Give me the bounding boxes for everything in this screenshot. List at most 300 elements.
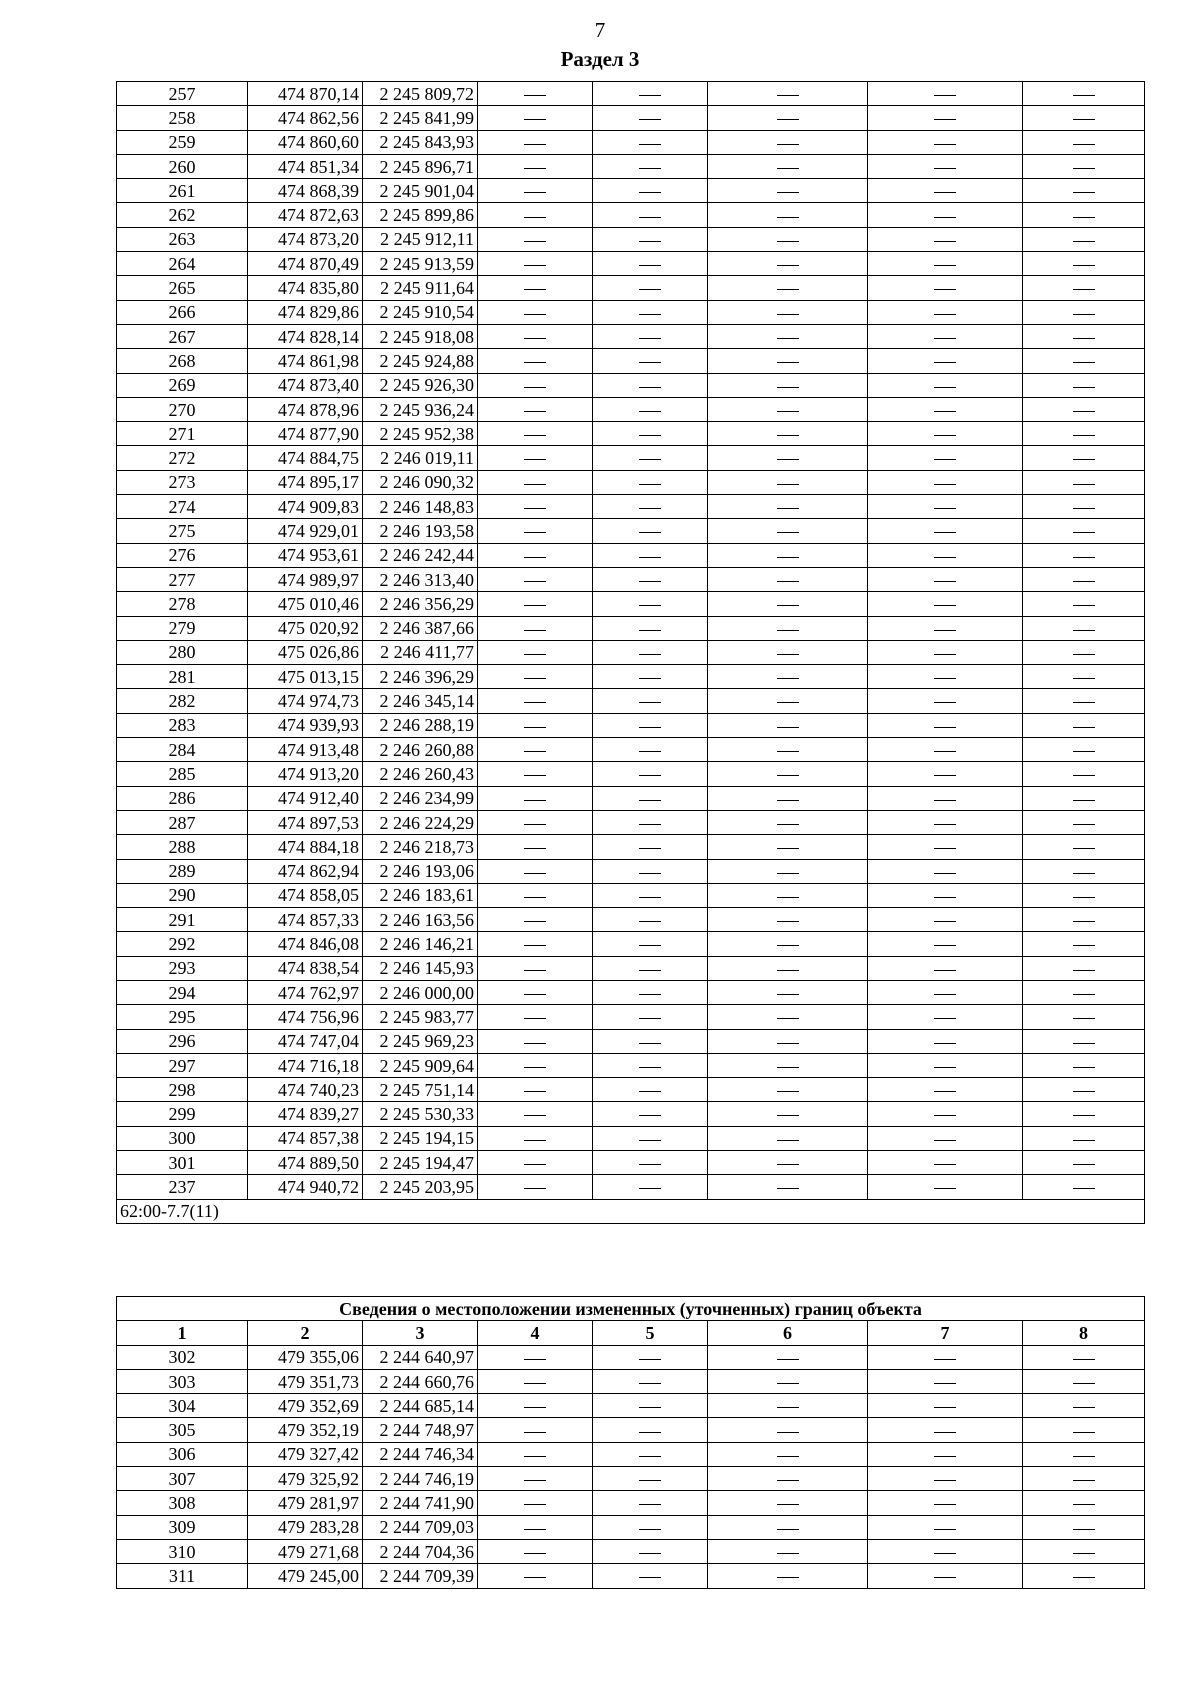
empty-value-cell	[593, 1491, 708, 1515]
x-coordinate-cell: 474 873,40	[248, 373, 363, 397]
y-coordinate-cell: 2 246 218,73	[363, 835, 478, 859]
dash-mark	[524, 1383, 546, 1384]
empty-value-cell	[478, 1029, 593, 1053]
dash-mark	[777, 1067, 799, 1068]
point-number-cell: 307	[117, 1467, 248, 1491]
point-number-cell: 277	[117, 567, 248, 591]
x-coordinate-cell: 474 851,34	[248, 154, 363, 178]
empty-value-cell	[708, 1418, 868, 1442]
dash-mark	[934, 144, 956, 145]
empty-value-cell	[1023, 1102, 1145, 1126]
dash-mark	[524, 945, 546, 946]
empty-value-cell	[708, 956, 868, 980]
x-coordinate-cell: 474 939,93	[248, 713, 363, 737]
dash-mark	[934, 338, 956, 339]
x-coordinate-cell: 474 953,61	[248, 543, 363, 567]
table-row	[117, 908, 1145, 932]
empty-value-cell	[708, 349, 868, 373]
dash-mark	[1073, 1043, 1095, 1044]
point-number-cell: 262	[117, 203, 248, 227]
table-row	[117, 713, 1145, 737]
empty-value-cell	[593, 1418, 708, 1442]
empty-value-cell	[708, 1369, 868, 1393]
dash-mark	[934, 362, 956, 363]
empty-value-cell	[478, 567, 593, 591]
dash-mark	[1073, 921, 1095, 922]
dash-mark	[639, 314, 661, 315]
empty-value-cell	[868, 1126, 1023, 1150]
empty-value-cell	[708, 713, 868, 737]
empty-value-cell	[593, 738, 708, 762]
table-row	[117, 1539, 1145, 1563]
y-coordinate-cell: 2 245 751,14	[363, 1078, 478, 1102]
empty-value-cell	[868, 203, 1023, 227]
empty-value-cell	[708, 616, 868, 640]
x-coordinate-cell: 474 716,18	[248, 1053, 363, 1077]
y-coordinate-cell: 2 245 983,77	[363, 1005, 478, 1029]
dash-mark	[639, 1383, 661, 1384]
empty-value-cell	[478, 179, 593, 203]
dash-mark	[777, 338, 799, 339]
dash-mark	[639, 435, 661, 436]
dash-mark	[524, 873, 546, 874]
empty-value-cell	[593, 1442, 708, 1466]
dash-mark	[524, 1115, 546, 1116]
empty-value-cell	[708, 324, 868, 348]
empty-value-cell	[478, 665, 593, 689]
y-coordinate-cell: 2 244 746,19	[363, 1467, 478, 1491]
empty-value-cell	[868, 1564, 1023, 1588]
point-number-cell: 290	[117, 883, 248, 907]
column-header-row	[117, 1321, 1145, 1345]
dash-mark	[524, 168, 546, 169]
empty-value-cell	[708, 203, 868, 227]
y-coordinate-cell: 2 246 193,06	[363, 859, 478, 883]
empty-value-cell	[1023, 786, 1145, 810]
empty-value-cell	[708, 1539, 868, 1563]
dash-mark	[934, 508, 956, 509]
empty-value-cell	[1023, 810, 1145, 834]
dash-mark	[1073, 1577, 1095, 1578]
empty-value-cell	[593, 835, 708, 859]
dash-mark	[934, 1432, 956, 1433]
empty-value-cell	[478, 349, 593, 373]
table-row	[117, 1126, 1145, 1150]
table-row	[117, 1005, 1145, 1029]
empty-value-cell	[593, 397, 708, 421]
dash-mark	[524, 338, 546, 339]
y-coordinate-cell: 2 244 660,76	[363, 1369, 478, 1393]
dash-mark	[777, 362, 799, 363]
dash-mark	[639, 1115, 661, 1116]
dash-mark	[934, 775, 956, 776]
x-coordinate-cell: 474 828,14	[248, 324, 363, 348]
point-number-cell: 270	[117, 397, 248, 421]
dash-mark	[639, 824, 661, 825]
empty-value-cell	[868, 1515, 1023, 1539]
dash-mark	[524, 192, 546, 193]
empty-value-cell	[1023, 106, 1145, 130]
dash-mark	[524, 1480, 546, 1481]
dash-mark	[639, 1018, 661, 1019]
table-row	[117, 1515, 1145, 1539]
empty-value-cell	[1023, 616, 1145, 640]
table-row	[117, 1078, 1145, 1102]
empty-value-cell	[478, 1491, 593, 1515]
dash-mark	[934, 411, 956, 412]
table-row	[117, 640, 1145, 664]
empty-value-cell	[708, 1175, 868, 1199]
empty-value-cell	[478, 422, 593, 446]
dash-mark	[639, 1043, 661, 1044]
dash-mark	[777, 994, 799, 995]
empty-value-cell	[868, 762, 1023, 786]
dash-mark	[934, 532, 956, 533]
empty-value-cell	[1023, 665, 1145, 689]
empty-value-cell	[868, 616, 1023, 640]
table-row	[117, 82, 1145, 106]
point-number-cell: 292	[117, 932, 248, 956]
x-coordinate-cell: 474 884,75	[248, 446, 363, 470]
dash-mark	[934, 970, 956, 971]
empty-value-cell	[593, 616, 708, 640]
empty-value-cell	[708, 1467, 868, 1491]
dash-mark	[524, 775, 546, 776]
table-row	[117, 1175, 1145, 1199]
dash-mark	[639, 338, 661, 339]
dash-mark	[524, 1091, 546, 1092]
empty-value-cell	[708, 567, 868, 591]
y-coordinate-cell: 2 245 912,11	[363, 227, 478, 251]
empty-value-cell	[593, 1467, 708, 1491]
empty-value-cell	[478, 738, 593, 762]
dash-mark	[524, 1504, 546, 1505]
x-coordinate-cell: 474 858,05	[248, 883, 363, 907]
empty-value-cell	[868, 179, 1023, 203]
y-coordinate-cell: 2 246 000,00	[363, 980, 478, 1004]
dash-mark	[934, 994, 956, 995]
table-row	[117, 762, 1145, 786]
dash-mark	[639, 1407, 661, 1408]
dash-mark	[524, 95, 546, 96]
dash-mark	[639, 1067, 661, 1068]
empty-value-cell	[868, 567, 1023, 591]
empty-value-cell	[593, 470, 708, 494]
empty-value-cell	[478, 1467, 593, 1491]
dash-mark	[934, 265, 956, 266]
empty-value-cell	[868, 1491, 1023, 1515]
empty-value-cell	[593, 300, 708, 324]
dash-mark	[934, 1018, 956, 1019]
y-coordinate-cell: 2 245 899,86	[363, 203, 478, 227]
y-coordinate-cell: 2 244 640,97	[363, 1345, 478, 1369]
table-row	[117, 592, 1145, 616]
dash-mark	[639, 289, 661, 290]
dash-mark	[934, 1577, 956, 1578]
dash-mark	[524, 702, 546, 703]
x-coordinate-cell: 479 327,42	[248, 1442, 363, 1466]
dash-mark	[524, 1067, 546, 1068]
x-coordinate-cell: 479 351,73	[248, 1369, 363, 1393]
dash-mark	[1073, 848, 1095, 849]
empty-value-cell	[708, 106, 868, 130]
empty-value-cell	[593, 665, 708, 689]
empty-value-cell	[868, 908, 1023, 932]
empty-value-cell	[868, 932, 1023, 956]
point-number-cell: 263	[117, 227, 248, 251]
empty-value-cell	[593, 1053, 708, 1077]
dash-mark	[934, 314, 956, 315]
dash-mark	[524, 605, 546, 606]
empty-value-cell	[593, 762, 708, 786]
column-header: 6	[708, 1321, 868, 1345]
table-row	[117, 859, 1145, 883]
point-number-cell: 310	[117, 1539, 248, 1563]
x-coordinate-cell: 474 897,53	[248, 810, 363, 834]
empty-value-cell	[478, 980, 593, 1004]
y-coordinate-cell: 2 245 909,64	[363, 1053, 478, 1077]
empty-value-cell	[1023, 1078, 1145, 1102]
dash-mark	[777, 144, 799, 145]
empty-value-cell	[478, 616, 593, 640]
empty-value-cell	[593, 1175, 708, 1199]
table-row	[117, 300, 1145, 324]
empty-value-cell	[708, 835, 868, 859]
y-coordinate-cell: 2 245 924,88	[363, 349, 478, 373]
empty-value-cell	[708, 980, 868, 1004]
empty-value-cell	[708, 1053, 868, 1077]
empty-value-cell	[593, 1078, 708, 1102]
dash-mark	[1073, 1018, 1095, 1019]
dash-mark	[1073, 1188, 1095, 1189]
empty-value-cell	[478, 373, 593, 397]
dash-mark	[777, 411, 799, 412]
point-number-cell: 289	[117, 859, 248, 883]
dash-mark	[524, 727, 546, 728]
empty-value-cell	[1023, 835, 1145, 859]
dash-mark	[639, 484, 661, 485]
empty-value-cell	[868, 689, 1023, 713]
empty-value-cell	[868, 300, 1023, 324]
empty-value-cell	[868, 640, 1023, 664]
dash-mark	[777, 1018, 799, 1019]
dash-mark	[524, 484, 546, 485]
dash-mark	[639, 1164, 661, 1165]
table-row	[117, 665, 1145, 689]
empty-value-cell	[708, 422, 868, 446]
x-coordinate-cell: 474 878,96	[248, 397, 363, 421]
dash-mark	[777, 1140, 799, 1141]
point-number-cell: 259	[117, 130, 248, 154]
dash-mark	[934, 484, 956, 485]
y-coordinate-cell: 2 245 901,04	[363, 179, 478, 203]
x-coordinate-cell: 479 352,19	[248, 1418, 363, 1442]
dash-mark	[1073, 192, 1095, 193]
table-row	[117, 689, 1145, 713]
dash-mark	[524, 1018, 546, 1019]
dash-mark	[524, 314, 546, 315]
dash-mark	[639, 1553, 661, 1554]
empty-value-cell	[708, 592, 868, 616]
x-coordinate-cell: 474 762,97	[248, 980, 363, 1004]
dash-mark	[777, 897, 799, 898]
x-coordinate-cell: 474 909,83	[248, 495, 363, 519]
empty-value-cell	[593, 1345, 708, 1369]
dash-mark	[777, 265, 799, 266]
empty-value-cell	[1023, 1564, 1145, 1588]
point-number-cell: 304	[117, 1394, 248, 1418]
empty-value-cell	[1023, 1539, 1145, 1563]
dash-mark	[524, 800, 546, 801]
dash-mark	[639, 605, 661, 606]
x-coordinate-cell: 479 271,68	[248, 1539, 363, 1563]
dash-mark	[1073, 411, 1095, 412]
dash-mark	[639, 897, 661, 898]
empty-value-cell	[868, 980, 1023, 1004]
dash-mark	[777, 1115, 799, 1116]
dash-mark	[639, 921, 661, 922]
dash-mark	[777, 168, 799, 169]
empty-value-cell	[593, 276, 708, 300]
empty-value-cell	[708, 1442, 868, 1466]
x-coordinate-cell: 474 913,48	[248, 738, 363, 762]
dash-mark	[639, 168, 661, 169]
point-number-cell: 309	[117, 1515, 248, 1539]
empty-value-cell	[708, 665, 868, 689]
table-row	[117, 446, 1145, 470]
point-number-cell: 257	[117, 82, 248, 106]
dash-mark	[1073, 95, 1095, 96]
empty-value-cell	[708, 519, 868, 543]
changed-boundaries-table	[116, 1296, 1145, 1589]
dash-mark	[934, 897, 956, 898]
point-number-cell: 271	[117, 422, 248, 446]
empty-value-cell	[478, 130, 593, 154]
x-coordinate-cell: 475 026,86	[248, 640, 363, 664]
point-number-cell: 286	[117, 786, 248, 810]
dash-mark	[639, 1504, 661, 1505]
dash-mark	[639, 1432, 661, 1433]
dash-mark	[1073, 824, 1095, 825]
empty-value-cell	[478, 276, 593, 300]
table-row	[117, 252, 1145, 276]
empty-value-cell	[478, 1418, 593, 1442]
dash-mark	[934, 241, 956, 242]
dash-mark	[1073, 1504, 1095, 1505]
empty-value-cell	[1023, 932, 1145, 956]
empty-value-cell	[1023, 1175, 1145, 1199]
x-coordinate-cell: 474 862,56	[248, 106, 363, 130]
empty-value-cell	[1023, 1151, 1145, 1175]
dash-mark	[777, 873, 799, 874]
empty-value-cell	[1023, 859, 1145, 883]
dash-mark	[1073, 1456, 1095, 1457]
empty-value-cell	[1023, 1345, 1145, 1369]
dash-mark	[1073, 873, 1095, 874]
empty-value-cell	[593, 82, 708, 106]
dash-mark	[777, 1577, 799, 1578]
dash-mark	[639, 873, 661, 874]
empty-value-cell	[478, 300, 593, 324]
x-coordinate-cell: 474 895,17	[248, 470, 363, 494]
empty-value-cell	[708, 1564, 868, 1588]
table-row	[117, 980, 1145, 1004]
dash-mark	[524, 1140, 546, 1141]
table-row	[117, 470, 1145, 494]
y-coordinate-cell: 2 244 746,34	[363, 1442, 478, 1466]
empty-value-cell	[708, 1345, 868, 1369]
empty-value-cell	[478, 713, 593, 737]
empty-value-cell	[593, 543, 708, 567]
empty-value-cell	[868, 1102, 1023, 1126]
dash-mark	[934, 727, 956, 728]
empty-value-cell	[868, 1005, 1023, 1029]
x-coordinate-cell: 474 740,23	[248, 1078, 363, 1102]
empty-value-cell	[478, 908, 593, 932]
dash-mark	[639, 1456, 661, 1457]
point-number-cell: 300	[117, 1126, 248, 1150]
dash-mark	[934, 824, 956, 825]
table-row	[117, 1369, 1145, 1393]
empty-value-cell	[1023, 422, 1145, 446]
empty-value-cell	[708, 786, 868, 810]
empty-value-cell	[868, 252, 1023, 276]
table-row	[117, 154, 1145, 178]
y-coordinate-cell: 2 245 913,59	[363, 252, 478, 276]
empty-value-cell	[593, 1539, 708, 1563]
point-number-cell: 237	[117, 1175, 248, 1199]
empty-value-cell	[708, 495, 868, 519]
dash-mark	[777, 945, 799, 946]
dash-mark	[934, 1140, 956, 1141]
dash-mark	[1073, 1432, 1095, 1433]
x-coordinate-cell: 475 013,15	[248, 665, 363, 689]
point-number-cell: 261	[117, 179, 248, 203]
dash-mark	[1073, 775, 1095, 776]
empty-value-cell	[868, 738, 1023, 762]
point-number-cell: 267	[117, 324, 248, 348]
dash-mark	[639, 387, 661, 388]
x-coordinate-cell: 474 870,49	[248, 252, 363, 276]
dash-mark	[777, 1383, 799, 1384]
dash-mark	[934, 1164, 956, 1165]
empty-value-cell	[593, 154, 708, 178]
dash-mark	[524, 751, 546, 752]
empty-value-cell	[1023, 956, 1145, 980]
dash-mark	[777, 751, 799, 752]
x-coordinate-cell: 474 862,94	[248, 859, 363, 883]
dash-mark	[934, 630, 956, 631]
point-number-cell: 303	[117, 1369, 248, 1393]
y-coordinate-cell: 2 245 936,24	[363, 397, 478, 421]
dash-mark	[1073, 1407, 1095, 1408]
dash-mark	[1073, 289, 1095, 290]
dash-mark	[777, 775, 799, 776]
dash-mark	[1073, 1091, 1095, 1092]
empty-value-cell	[593, 252, 708, 276]
y-coordinate-cell: 2 246 145,93	[363, 956, 478, 980]
dash-mark	[639, 994, 661, 995]
empty-value-cell	[708, 82, 868, 106]
x-coordinate-cell: 474 912,40	[248, 786, 363, 810]
empty-value-cell	[593, 786, 708, 810]
empty-value-cell	[868, 82, 1023, 106]
dash-mark	[524, 1407, 546, 1408]
empty-value-cell	[478, 106, 593, 130]
empty-value-cell	[1023, 154, 1145, 178]
dash-mark	[777, 800, 799, 801]
dash-mark	[934, 848, 956, 849]
